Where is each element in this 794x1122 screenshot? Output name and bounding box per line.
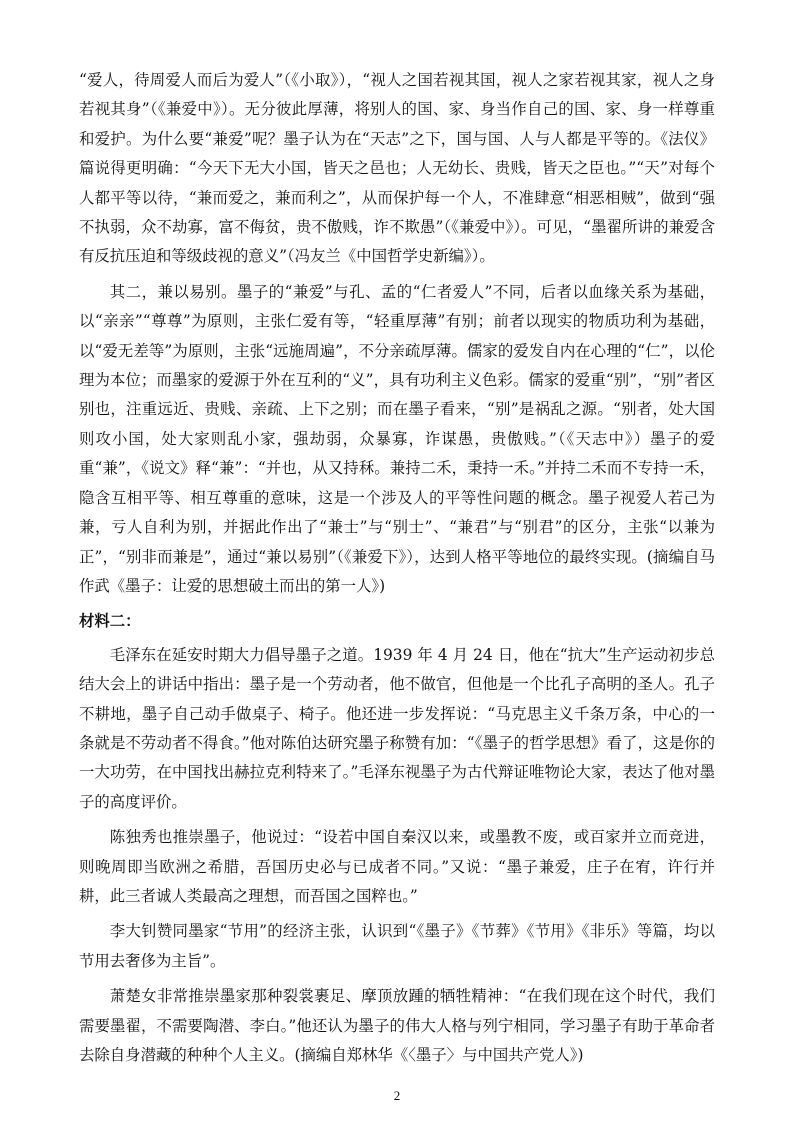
paragraph-xiao-chunu: 萧楚女非常推崇墨家那种裂裳裹足、摩顶放踵的牺牲精神：“在我们现在这个时代，我们需要墨翟，不需要陶潜、李白。”他还认为墨子的伟大人格与列宁相同，学习墨子有助于革命者去除自身潜藏的种种个人主义。(摘编自郑林华《〈墨子〉与中国共产党人》) (79, 987, 715, 1064)
paragraph-mao-zedong: 毛泽东在延安时期大力倡导墨子之道。1939 年 4 月 24 日，他在“抗大”生产运动初步总结大会上的讲话中指出：墨子是一个劳动者，他不做官，但他是一个比孔子高明的圣人。孔子不耕地，墨子自己动手做桌子、椅子。他还进一步发挥说：“马克思主义千条万条，中心的一条就是不劳动者不得食。”他对陈伯达研究墨子称赞有加：“《墨子的哲学思想》看了，这是你的一大功劳，在中国找出赫拉克利特来了。”毛泽东视墨子为古代辩证唯物论大家，表达了他对墨子的高度评价。 (79, 645, 715, 811)
paragraph-chen-duxiu: 陈独秀也推崇墨子，他说过：“设若中国自秦汉以来，或墨教不废，或百家并立而竞进，则晚周即当欧洲之希腊，吾国历史必与已成者不同。”又说：“墨子兼爱，庄子在宥，许行并耕，此三者诚人类最高之理想，而吾国之国粹也。” (79, 828, 715, 905)
paragraph-jian-yi-yi-bie: 其二，兼以易别。墨子的“兼爱”与孔、孟的“仁者爱人”不同，后者以血缘关系为基础，以“亲亲”“尊尊”为原则，主张仁爱有等，“轻重厚薄”有别；前者以现实的物质功利为基础，以“爱无差等”为原则，主张“远施周遍”，不分亲疏厚薄。儒家的爱发自内在心理的“仁”，以伦理为本位；而墨家的爱源于外在互利的“义”，具有功利主义色彩。儒家的爱重“别”，“别”者区别也，注重远近、贵贱、亲疏、上下之别；而在墨子看来，“别”是祸乱之源。“别者，处大国则攻小国，处大家则乱小家，强劫弱，众暴寡，诈谋愚，贵傲贱。”（《天志中》）墨子的爱重“兼”，《说文》释“兼”：“并也，从又持秝。兼持二禾，秉持一禾。”并持二禾而不专持一禾，隐含互相平等、相互尊重的意味，这是一个涉及人的平等性问题的概念。墨子视爱人若己为兼，亏人自利为别，并据此作出了“兼士”与“别士”、“兼君”与“别君”的区分，主张“以兼为正”，“别非而兼是”，通过“兼以易别”（《兼爱下》），达到人格平等地位的最终实现。(摘编自马作武《墨子：让爱的思想破土而出的第一人》) (79, 282, 715, 595)
page-content (79, 66, 715, 1076)
paragraph-li-dazhao: 李大钊赞同墨家“节用”的经济主张，认识到“《墨子》《节葬》《节用》《非乐》等篇，均以节用去奢侈为主旨”。 (79, 922, 715, 970)
paragraph-jianai-continued: “爱人，待周爱人而后为爱人”（《小取》），“视人之国若视其国，视人之家若视其家，视人之身若视其身”（《兼爱中》）。无分彼此厚薄，将别人的国、家、身当作自己的国、家、身一样尊重和爱护。为什么要“兼爱”呢？墨子认为在“天志”之下，国与国、人与人都是平等的。《法仪》篇说得更明确：“今天下无大小国，皆天之邑也；人无幼长、贵贱，皆天之臣也。”“天”对每个人都平等以待，“兼而爱之，兼而利之”，从而保护每一个人，不准肆意“相恶相贼”，做到“强不执弱，众不劫寡，富不侮贫，贵不傲贱，诈不欺愚”（《兼爱中》）。可见，“墨翟所讲的兼爱含有反抗压迫和等级歧视的意义”（冯友兰《中国哲学史新编》）。 (79, 71, 715, 266)
section-heading-material-two: 材料二： (79, 612, 141, 631)
page-number: 2 (393, 1088, 401, 1103)
